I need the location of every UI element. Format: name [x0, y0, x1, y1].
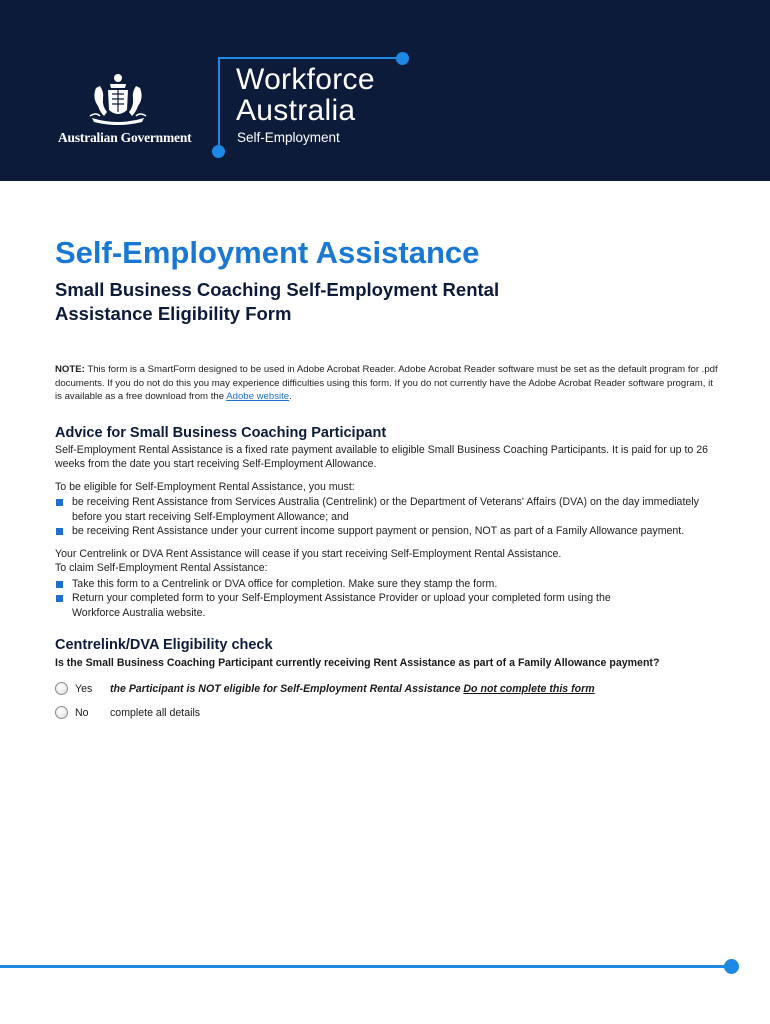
list-item: [55, 577, 720, 592]
do-not-complete-text: Do not complete this form: [463, 683, 595, 696]
list-item: [55, 591, 720, 620]
list-item-text: Return your completed form to your Self-Employment Assistance Provider or upload your completed form using the Workforce Australia website.: [72, 592, 611, 619]
adobe-website-link[interactable]: Adobe website: [226, 391, 290, 402]
eligibility-question: Is the Small Business Coaching Participant currently receiving Rent Assistance as part of a Family Allowance payment?: [55, 657, 660, 669]
footer-dot: [724, 959, 739, 974]
eligibility-check-heading: Centrelink/DVA Eligibility check: [55, 637, 273, 653]
advice-paragraph: Self-Employment Rental Assistance is a fixed rate payment available to eligible Small Business Coaching Participants. It is paid for up to 26 weeks from the date you start receiving Self-Employment Allowance.: [55, 443, 709, 470]
claim-intro: To claim Self-Employment Rental Assistance:: [55, 562, 268, 574]
brand-title-line2: Australia: [236, 94, 356, 127]
bullet-square-icon: [56, 581, 63, 588]
option-no: [55, 705, 720, 727]
brand-dot-bottom: [212, 145, 225, 158]
option-yes: [55, 681, 720, 703]
bullet-square-icon: [56, 528, 63, 535]
coat-of-arms-icon: [88, 72, 148, 127]
cease-paragraph: Your Centrelink or DVA Rent Assistance will cease if you start receiving Self-Employment Rental Assistance.: [55, 547, 562, 560]
no-radio[interactable]: [55, 706, 68, 719]
smartform-note: [55, 363, 720, 404]
brand-title-line1: Workforce: [236, 63, 375, 96]
eligibility-intro: To be eligible for Self-Employment Rental Assistance, you must:: [55, 480, 355, 493]
bullet-square-icon: [56, 595, 63, 602]
list-item: [55, 495, 720, 524]
page-title: Self-Employment Assistance: [55, 235, 480, 270]
note-label: NOTE:: [55, 364, 85, 375]
bullet-square-icon: [56, 499, 63, 506]
form-content: [55, 232, 720, 727]
footer-divider: [0, 965, 730, 968]
form-subtitle: Small Business Coaching Self-Employment Rental Assistance Eligibility Form: [55, 279, 500, 324]
list-item-text: Take this form to a Centrelink or DVA office for completion. Make sure they stamp the form.: [72, 577, 498, 590]
list-item-text: be receiving Rent Assistance under your current income support payment or pension, NOT as part of a Family Allowance payment.: [72, 525, 685, 537]
advice-heading: Advice for Small Business Coaching Participant: [55, 424, 387, 441]
brand-frame-left: [218, 57, 220, 149]
yes-description-text: the Participant is NOT eligible for Self-Employment Rental Assistance: [110, 683, 464, 696]
note-end: .: [289, 391, 292, 402]
government-name: Australian Government: [58, 130, 192, 145]
brand-title: [236, 64, 375, 126]
eligibility-list: [55, 495, 720, 539]
page-header: [0, 0, 770, 181]
brand-dot-top: [396, 52, 409, 65]
no-description: complete all details: [110, 707, 201, 720]
yes-radio[interactable]: [55, 682, 68, 695]
list-item: [55, 524, 720, 539]
yes-description: [110, 683, 595, 695]
yes-label: Yes: [75, 683, 93, 696]
brand-frame-top: [218, 57, 402, 59]
list-item-text: be receiving Rent Assistance from Services Australia (Centrelink) or the Department of Veterans' Affairs (DVA) on the day immediately before you start receiving Self-Employment Allowance; and: [72, 496, 699, 523]
brand-subtitle: Self-Employment: [237, 130, 340, 145]
note-text: This form is a SmartForm designed to be used in Adobe Acrobat Reader. Adobe Acrobat Reader software must be set as the default program for .pdf documents. If you do not do this you may experience difficulties using this form. If you do not currently have the Adobe Acrobat Reader software program, it is available as a free download from the: [55, 364, 718, 402]
no-label: No: [75, 707, 89, 720]
claim-steps-list: [55, 577, 720, 621]
